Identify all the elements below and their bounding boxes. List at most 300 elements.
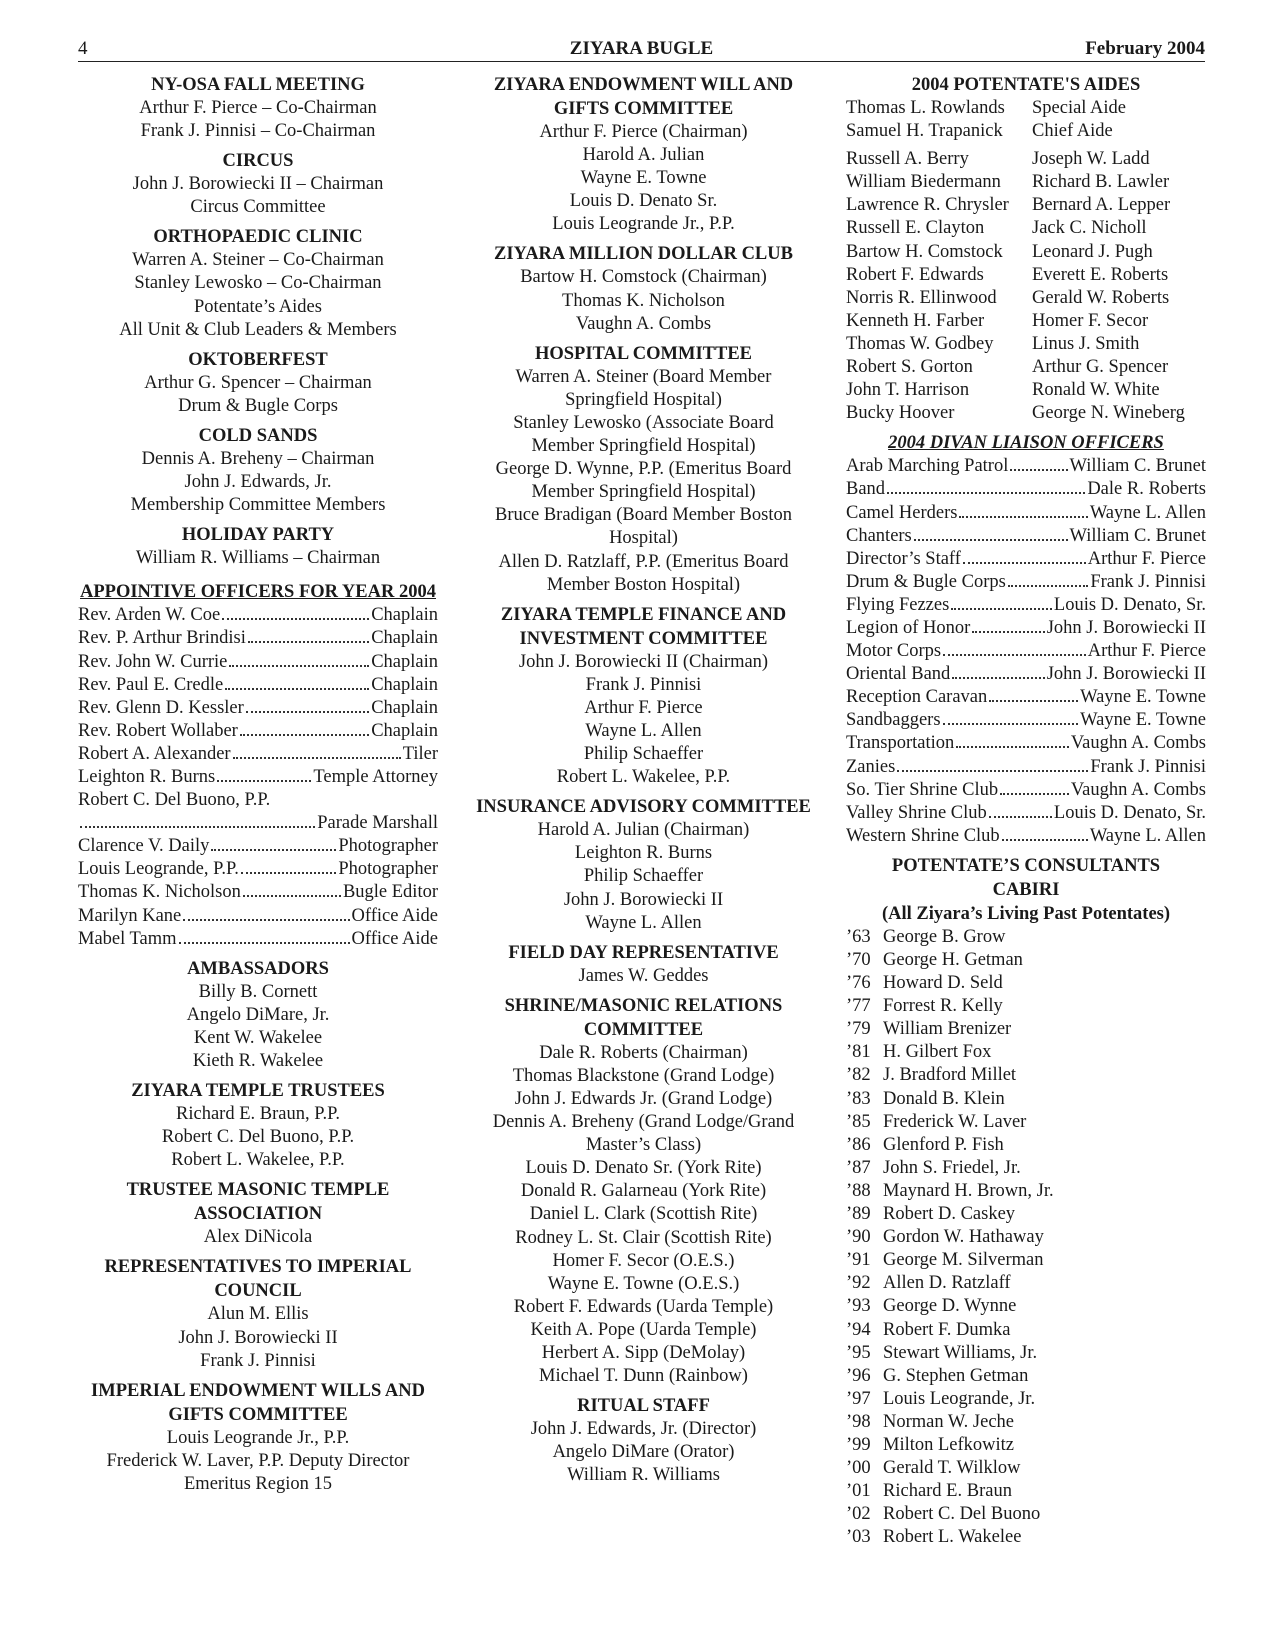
section-heading: 2004 DIVAN LIAISON OFFICERS [888, 433, 1164, 454]
liaison-row [846, 594, 1206, 617]
officer-name: Rev. Glenn D. Kessler [78, 697, 244, 718]
aide-row [846, 148, 1206, 171]
name-line: Warren A. Steiner (Board Member [515, 366, 772, 387]
year-label: ’99 [846, 1434, 871, 1455]
section-heading: COLD SANDS [198, 425, 318, 446]
officer-name: Mabel Tamm [78, 928, 177, 949]
section-heading: NY-OSA FALL MEETING [151, 75, 365, 95]
name-line: Herbert A. Sipp (DeMolay) [541, 1343, 746, 1364]
name-line: Stanley Lewosko – Co-Chairman [134, 273, 382, 294]
name-line: Philip Schaeffer [583, 866, 704, 887]
dot-leader [972, 631, 1044, 633]
aide-name: George N. Wineberg [1032, 403, 1185, 424]
name-line: John J. Edwards, Jr. [184, 472, 332, 493]
name-line: Louis D. Denato Sr. (York Rite) [525, 1158, 762, 1179]
name-line: Robert F. Edwards (Uarda Temple) [513, 1296, 774, 1317]
name-line: Frank J. Pinnisi [200, 1350, 316, 1371]
name-line: Robert L. Wakelee, P.P. [171, 1150, 345, 1171]
year-label: ’88 [846, 1180, 871, 1201]
section-heading: REPRESENTATIVES TO IMPERIAL COUNCIL [104, 1257, 412, 1302]
aide-name: Robert F. Edwards [846, 264, 984, 285]
liaison-row [846, 686, 1206, 709]
section-divan-liaison [846, 431, 1206, 848]
past-potentate-row [846, 1111, 1206, 1134]
aide-row [846, 194, 1206, 217]
page-number: 4 [78, 38, 88, 59]
aide-name: Joseph W. Ladd [1032, 149, 1150, 170]
officer-name: Rev. Paul E. Credle [78, 674, 224, 695]
section-heading: FIELD DAY REPRESENTATIVE [508, 942, 779, 963]
section-finance [467, 603, 820, 790]
section-ambassadors [78, 957, 438, 1073]
officer-name: Rev. John W. Currie [78, 651, 228, 672]
column-1 [78, 73, 438, 1502]
past-potentate-row [846, 1272, 1206, 1295]
unit-name: Drum & Bugle Corps [846, 571, 1006, 592]
officer-row [78, 812, 438, 835]
potentate-name: Allen D. Ratzlaff [883, 1273, 1011, 1294]
section-subheading: CABIRI [992, 879, 1060, 900]
year-label: ’00 [846, 1458, 871, 1479]
name-line: Philip Schaeffer [583, 744, 704, 765]
aide-row [846, 356, 1206, 379]
dot-leader [225, 688, 369, 690]
aide-name: Homer F. Secor [1032, 310, 1149, 331]
dot-leader [211, 849, 336, 851]
issue-date: February 2004 [1085, 38, 1205, 59]
name-line: Alun M. Ellis [207, 1304, 309, 1325]
aide-name: Ronald W. White [1032, 380, 1160, 401]
section-consultants [846, 854, 1206, 1550]
liaison-row [846, 825, 1206, 848]
year-label: ’94 [846, 1319, 871, 1340]
past-potentate-row [846, 1249, 1206, 1272]
name-line: Thomas K. Nicholson [562, 290, 725, 311]
dot-leader [229, 665, 369, 667]
potentate-name: Norman W. Jeche [883, 1411, 1015, 1432]
potentate-name: H. Gilbert Fox [883, 1042, 992, 1063]
liaison-row [846, 663, 1206, 686]
potentate-name: John S. Friedel, Jr. [883, 1157, 1021, 1178]
unit-name: Western Shrine Club [846, 825, 1000, 846]
past-potentate-row [846, 1203, 1206, 1226]
name-line: All Unit & Club Leaders & Members [119, 319, 397, 340]
officer-name: Rev. P. Arthur Brindisi [78, 628, 246, 649]
name-line: Frank J. Pinnisi – Co-Chairman [140, 121, 376, 142]
past-potentate-row [846, 1295, 1206, 1318]
past-potentate-row [846, 1411, 1206, 1434]
officer-name: Marilyn Kane [78, 905, 182, 926]
section-nyosa [78, 73, 438, 143]
year-label: ’83 [846, 1088, 871, 1109]
dot-leader [1008, 585, 1089, 587]
potentate-name: William Brenizer [883, 1019, 1012, 1040]
potentate-name: Gerald T. Wilklow [883, 1458, 1021, 1479]
past-potentate-row [846, 1180, 1206, 1203]
unit-name: Flying Fezzes [846, 594, 950, 615]
name-line: William R. Williams [567, 1465, 720, 1486]
potentate-name: Louis Leogrande, Jr. [883, 1388, 1036, 1409]
page-header [78, 37, 1205, 62]
potentate-name: Howard D. Seld [883, 973, 1003, 994]
name-line: Harold A. Julian (Chairman) [537, 820, 750, 841]
officer-role: Photographer [338, 836, 438, 857]
dot-leader [959, 516, 1087, 518]
officer-role: Chaplain [371, 651, 438, 672]
name-line: Alex DiNicola [203, 1227, 313, 1248]
name-line: Frederick W. Laver, P.P. Deputy Director [106, 1450, 410, 1471]
potentate-name: G. Stephen Getman [883, 1365, 1029, 1386]
past-potentate-row [846, 995, 1206, 1018]
officer-name: Rev. Robert Wollaber [78, 720, 238, 741]
officer-row [78, 905, 438, 928]
name-line: Robert C. Del Buono, P.P. [161, 1127, 355, 1148]
liaison-name: Wayne E. Towne [1080, 710, 1206, 731]
section-heading: IMPERIAL ENDOWMENT WILLS AND GIFTS COMMITTEE [91, 1380, 425, 1425]
potentate-name: Robert L. Wakelee [883, 1527, 1022, 1548]
name-line: John J. Borowiecki II [178, 1327, 338, 1348]
potentate-name: Maynard H. Brown, Jr. [883, 1180, 1054, 1201]
liaison-name: Vaughn A. Combs [1070, 779, 1206, 800]
past-potentate-row [846, 1319, 1206, 1342]
section-potentates-aides [846, 73, 1206, 425]
name-line: Member Springfield Hospital) [531, 482, 756, 503]
section-heading: SHRINE/MASONIC RELATIONS COMMITTEE [504, 995, 783, 1040]
name-line: Arthur F. Pierce [584, 697, 703, 718]
aide-name: Bucky Hoover [846, 403, 955, 424]
potentate-name: Gordon W. Hathaway [883, 1227, 1044, 1248]
section-heading: ZIYARA TEMPLE TRUSTEES [131, 1081, 385, 1102]
name-line: Potentate’s Aides [194, 296, 322, 317]
liaison-name: John J. Borowiecki II [1046, 664, 1206, 685]
aide-name: Arthur G. Spencer [1032, 357, 1169, 378]
section-ritual-staff [467, 1394, 820, 1487]
dot-leader [952, 677, 1044, 679]
officer-role: Photographer [338, 859, 438, 880]
officer-role: Bugle Editor [342, 882, 438, 903]
liaison-row [846, 732, 1206, 755]
name-line: Wayne E. Towne (O.E.S.) [547, 1273, 740, 1294]
name-line: John J. Borowiecki II (Chairman) [518, 651, 769, 672]
section-orthopaedic [78, 225, 438, 341]
past-potentate-row [846, 1064, 1206, 1087]
year-label: ’98 [846, 1411, 871, 1432]
past-potentate-row [846, 926, 1206, 949]
year-label: ’77 [846, 996, 871, 1017]
year-label: ’93 [846, 1296, 871, 1317]
liaison-name: Arthur F. Pierce [1087, 548, 1206, 569]
aide-row [846, 379, 1206, 402]
name-line: Rodney L. St. Clair (Scottish Rite) [515, 1227, 772, 1248]
liaison-name: Louis D. Denato, Sr. [1053, 594, 1206, 615]
name-line: Bruce Bradigan (Board Member Boston [495, 505, 792, 526]
year-label: ’81 [846, 1042, 871, 1063]
year-label: ’86 [846, 1134, 871, 1155]
name-line: John J. Borowiecki II [563, 889, 724, 910]
liaison-row [846, 756, 1206, 779]
dot-leader [183, 919, 349, 921]
name-line: Frank J. Pinnisi [585, 674, 702, 695]
dot-leader [233, 757, 401, 759]
section-appointive-officers [78, 580, 438, 950]
section-circus [78, 149, 438, 219]
potentate-name: Robert F. Dumka [883, 1319, 1011, 1340]
section-cold-sands [78, 424, 438, 517]
past-potentate-row [846, 1018, 1206, 1041]
section-temple-trustees [78, 1079, 438, 1172]
past-potentate-row [846, 1041, 1206, 1064]
year-label: ’82 [846, 1065, 871, 1086]
aide-row [846, 287, 1206, 310]
past-potentate-row [846, 1480, 1206, 1503]
officer-role: Temple Attorney [313, 766, 438, 787]
section-heading: ZIYARA TEMPLE FINANCE AND INVESTMENT COMMITTEE [500, 604, 787, 649]
name-line: William R. Williams – Chairman [135, 548, 381, 569]
year-label: ’02 [846, 1504, 871, 1525]
section-holiday-party [78, 523, 438, 570]
year-label: ’70 [846, 950, 871, 970]
officer-role: Chaplain [371, 605, 438, 626]
aide-name: Bernard A. Lepper [1032, 195, 1171, 216]
name-line: Michael T. Dunn (Rainbow) [539, 1366, 748, 1387]
name-line: Vaughn A. Combs [575, 313, 712, 334]
section-heading: ZIYARA MILLION DOLLAR CLUB [494, 244, 793, 265]
dot-leader [243, 895, 341, 897]
aide-row [846, 171, 1206, 194]
officer-name: Louis Leogrande, P.P. [78, 859, 239, 880]
name-line: Bartow H. Comstock (Chairman) [520, 267, 767, 288]
name-line: Daniel L. Clark (Scottish Rite) [529, 1204, 758, 1225]
liaison-name: Frank J. Pinnisi [1090, 571, 1206, 592]
officer-name: Leighton R. Burns [78, 766, 216, 787]
potentate-name: George B. Grow [883, 926, 1006, 947]
aide-name: Linus J. Smith [1032, 333, 1140, 354]
officer-row [78, 835, 438, 858]
dot-leader [217, 780, 311, 782]
liaison-name: Wayne L. Allen [1089, 825, 1206, 846]
year-label: ’01 [846, 1481, 871, 1502]
name-line: John J. Borowiecki II – Chairman [132, 174, 384, 195]
officer-name: Robert A. Alexander [78, 743, 231, 764]
dot-leader [989, 816, 1052, 818]
officer-row [78, 858, 438, 881]
liaison-row [846, 802, 1206, 825]
year-label: ’90 [846, 1227, 871, 1248]
section-endowment [467, 73, 820, 236]
section-field-day [467, 941, 820, 988]
name-line: Wayne E. Towne [580, 168, 707, 189]
name-line: Robert L. Wakelee, P.P. [556, 767, 731, 788]
potentate-name: George D. Wynne [883, 1296, 1017, 1317]
year-label: ’87 [846, 1157, 871, 1178]
name-line: Wayne L. Allen [585, 912, 702, 933]
past-potentate-row [846, 1157, 1206, 1180]
liaison-name: William C. Brunet [1069, 456, 1206, 477]
past-potentate-row [846, 1342, 1206, 1365]
name-line: Richard E. Braun, P.P. [176, 1104, 340, 1125]
liaison-name: Wayne E. Towne [1080, 687, 1206, 708]
aide-name: Everett E. Roberts [1032, 264, 1169, 285]
section-heading: AMBASSADORS [187, 958, 329, 979]
dot-leader [914, 539, 1068, 541]
name-line: Homer F. Secor (O.E.S.) [552, 1250, 735, 1271]
aide-name: Lawrence R. Chrysler [846, 195, 1009, 216]
past-potentate-row [846, 1434, 1206, 1457]
dot-leader [989, 700, 1078, 702]
potentate-name: George M. Silverman [883, 1250, 1044, 1271]
unit-name: Oriental Band [846, 664, 951, 685]
name-line: John J. Edwards, Jr. (Director) [530, 1419, 757, 1440]
section-heading: RITUAL STAFF [577, 1396, 710, 1417]
unit-name: Motor Corps [846, 641, 942, 662]
dot-leader [222, 618, 369, 620]
dot-leader [241, 872, 336, 874]
officer-row [78, 881, 438, 904]
aide-row [846, 310, 1206, 333]
dot-leader [887, 492, 1085, 494]
dot-leader [951, 608, 1052, 610]
unit-name: Valley Shrine Club [846, 802, 987, 823]
name-line: Master’s Class) [585, 1135, 702, 1156]
year-label: ’85 [846, 1111, 871, 1132]
year-label: ’91 [846, 1250, 871, 1271]
section-subheading: (All Ziyara’s Living Past Potentates) [881, 903, 1171, 924]
year-label: ’95 [846, 1342, 871, 1363]
unit-name: Zanies [846, 756, 896, 777]
section-heading: APPOINTIVE OFFICERS FOR YEAR 2004 [80, 582, 436, 603]
section-heading: INSURANCE ADVISORY COMMITTEE [476, 797, 811, 818]
section-heading: HOLIDAY PARTY [181, 525, 335, 546]
name-line: Kent W. Wakelee [193, 1027, 323, 1048]
aide-name: John T. Harrison [846, 380, 970, 401]
officer-role: Parade Marshall [317, 813, 438, 834]
column-3 [846, 73, 1206, 1555]
liaison-row [846, 455, 1206, 478]
name-line: Louis D. Denato Sr. [569, 191, 718, 212]
name-line: Louis Leogrande Jr., P.P. [166, 1427, 350, 1448]
potentate-name: Robert D. Caskey [883, 1204, 1016, 1225]
officer-row [78, 674, 438, 697]
officer-row [78, 928, 438, 951]
dot-leader [248, 641, 369, 643]
liaison-name: Dale R. Roberts [1087, 479, 1206, 500]
aide-name: Thomas L. Rowlands [846, 98, 1005, 118]
dot-leader [246, 711, 369, 713]
year-label: ’03 [846, 1527, 871, 1548]
dot-leader [80, 826, 315, 828]
name-line: Leighton R. Burns [574, 843, 713, 864]
liaison-row [846, 779, 1206, 802]
potentate-name: Robert C. Del Buono [883, 1504, 1041, 1525]
name-line: Harold A. Julian [582, 145, 705, 166]
liaison-name: Frank J. Pinnisi [1090, 756, 1206, 777]
officer-name: Robert C. Del Buono, P.P. [78, 790, 271, 811]
aide-name: Jack C. Nicholl [1032, 218, 1147, 239]
column-2 [467, 73, 820, 1494]
past-potentate-row [846, 1088, 1206, 1111]
past-potentate-row [846, 949, 1206, 972]
aide-name: Gerald W. Roberts [1032, 287, 1170, 308]
aide-row [846, 120, 1206, 143]
dot-leader [956, 746, 1069, 748]
aide-name: Norris R. Ellinwood [846, 287, 997, 308]
aide-name: Leonard J. Pugh [1032, 241, 1153, 262]
section-heading: TRUSTEE MASONIC TEMPLE ASSOCIATION [126, 1180, 390, 1225]
officer-name: Thomas K. Nicholson [78, 882, 241, 903]
liaison-name: Arthur F. Pierce [1087, 641, 1206, 662]
potentate-name: George H. Getman [883, 950, 1023, 970]
officer-role: Office Aide [351, 928, 438, 949]
dot-leader [1010, 469, 1067, 471]
aide-name: Chief Aide [1032, 121, 1113, 142]
officer-name: Clarence V. Daily [78, 836, 210, 857]
aide-name: William Biedermann [846, 172, 1001, 193]
aide-name: Thomas W. Godbey [846, 333, 994, 354]
name-line: Kieth R. Wakelee [192, 1051, 324, 1071]
unit-name: Camel Herders [846, 502, 958, 523]
officer-row [78, 743, 438, 766]
past-potentate-row [846, 1365, 1206, 1388]
aide-row [846, 217, 1206, 240]
liaison-name: Louis D. Denato, Sr. [1053, 802, 1206, 823]
year-label: ’96 [846, 1365, 871, 1386]
potentate-name: Milton Lefkowitz [883, 1434, 1015, 1455]
section-million-dollar-club [467, 242, 820, 335]
unit-name: So. Tier Shrine Club [846, 779, 999, 800]
liaison-row [846, 640, 1206, 663]
officer-role: Chaplain [371, 697, 438, 718]
name-line: Angelo DiMare (Orator) [552, 1442, 735, 1463]
aide-name: Samuel H. Trapanick [846, 121, 1003, 142]
dot-leader [943, 723, 1079, 725]
section-heading: ZIYARA ENDOWMENT WILL AND GIFTS COMMITTEE [493, 75, 794, 119]
section-heading: CIRCUS [222, 151, 294, 172]
dot-leader [897, 770, 1088, 772]
name-line: James W. Geddes [578, 965, 709, 986]
unit-name: Director’s Staff [846, 548, 961, 569]
unit-name: Band [846, 479, 886, 500]
dot-leader [179, 942, 350, 944]
aide-name: Richard B. Lawler [1032, 172, 1170, 193]
name-line: Angelo DiMare, Jr. [186, 1004, 330, 1025]
section-oktoberfest [78, 348, 438, 418]
unit-name: Arab Marching Patrol [846, 456, 1009, 477]
name-line: Louis Leogrande Jr., P.P. [552, 214, 735, 235]
potentate-name: Richard E. Braun [883, 1481, 1012, 1502]
past-potentate-row [846, 1526, 1206, 1549]
aide-name: Special Aide [1032, 98, 1127, 118]
aide-row [846, 241, 1206, 264]
name-line: Member Boston Hospital) [546, 574, 741, 595]
officer-role: Tiler [402, 743, 438, 764]
name-line: Billy B. Cornett [198, 981, 318, 1002]
liaison-row [846, 525, 1206, 548]
officer-role: Chaplain [371, 628, 438, 649]
name-line: Thomas Blackstone (Grand Lodge) [512, 1065, 775, 1086]
aide-row [846, 402, 1206, 425]
liaison-name: William C. Brunet [1069, 525, 1206, 546]
unit-name: Reception Caravan [846, 687, 988, 708]
name-line: Keith A. Pope (Uarda Temple) [530, 1319, 757, 1340]
section-trustee-masonic-temple [78, 1178, 438, 1249]
name-line: Circus Committee [190, 197, 326, 218]
liaison-row [846, 502, 1206, 525]
liaison-row [846, 617, 1206, 640]
name-line: Wayne L. Allen [585, 720, 702, 741]
aide-name: Russell E. Clayton [846, 218, 985, 239]
section-heading: POTENTATE’S CONSULTANTS [891, 855, 1161, 876]
officer-role: Chaplain [371, 720, 438, 741]
